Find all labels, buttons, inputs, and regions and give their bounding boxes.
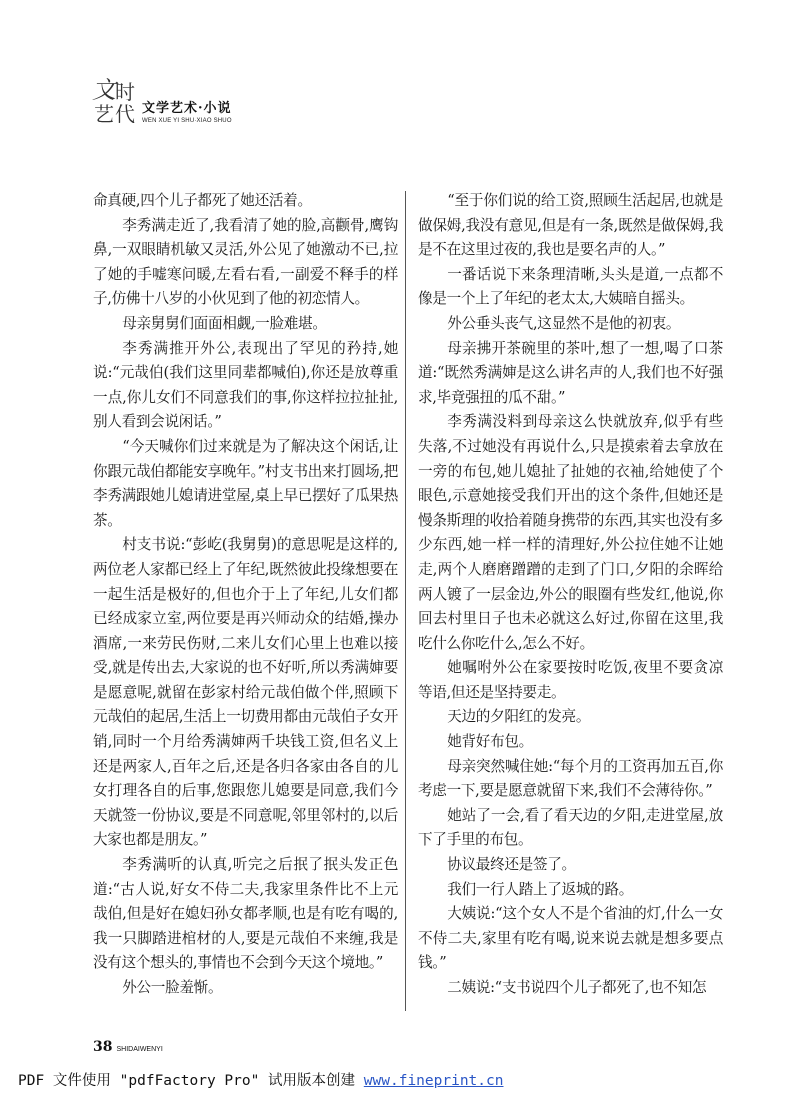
paragraph: 李秀满听的认真,听完之后抿了抿头发正色道:“古人说,好女不侍二夫,我家里条件比不上元哉伯,但是好在媳妇孙女都孝顺,也是有吃有喝的,我一只脚踏进棺材的人,要是元哉伯不来缠,我是没有这个想头的,事情也不会到今天这个境地。” <box>93 856 398 972</box>
paragraph: 母亲突然喊住她:“每个月的工资再加五百,你考虑一下,要是愿意就留下来,我们不会薄待你。” <box>418 757 723 800</box>
footer-link[interactable]: www.fineprint.cn <box>363 1073 504 1089</box>
pdf-footer <box>18 1069 503 1090</box>
paragraph: 大姨说:“这个女人不是个省油的灯,什么一女不侍二夫,家里有吃有喝,说来说去就是想多要点钱。” <box>418 905 723 972</box>
paragraph: 母亲拂开茶碗里的茶叶,想了一想,喝了口茶道:“既然秀满婶是这么讲名声的人,我们也不好强求,毕竟强扭的瓜不甜。” <box>418 339 723 406</box>
paragraph: 命真硬,四个儿子都死了她还活着。 <box>93 192 312 209</box>
paragraph: 外公一脸羞惭。 <box>122 979 223 996</box>
section-heading <box>142 101 232 125</box>
paragraph: 我们一行人踏上了返城的路。 <box>447 880 634 898</box>
magazine-logo <box>92 76 136 126</box>
article-right-column <box>418 189 723 1001</box>
paragraph: 协议最终还是签了。 <box>447 856 576 874</box>
paragraph: 一番话说下来条理清晰,头头是道,一点都不像是一个上了年纪的老太太,大姨暗自摇头。 <box>418 265 723 308</box>
page-number-block <box>93 1039 163 1055</box>
paragraph: 母亲舅舅们面面相觑,一脸难堪。 <box>122 314 327 332</box>
logo-char-wen: 文 <box>92 76 116 104</box>
section-subtitle: WEN XUE YI SHU·XIAO SHUO <box>142 118 232 124</box>
paragraph: 她嘱咐外公在家要按时吃饭,夜里不要贪凉等语,但还是坚持要走。 <box>418 659 723 701</box>
logo-char-shi: 时 <box>115 80 135 104</box>
column-divider <box>405 191 406 1011</box>
paragraph: 她站了一会,看了看天边的夕阳,走进堂屋,放下了手里的布包。 <box>418 806 723 849</box>
article-left-column <box>93 189 398 1001</box>
paragraph: “至于你们说的给工资,照顾生活起居,也就是做保姆,我没有意见,但是有一条,既然是做保姆,我是不在这里过夜的,我也是要名声的人。” <box>418 192 723 259</box>
logo-char-yi: 艺 <box>94 102 114 126</box>
paragraph: 李秀满没料到母亲这么快就放弃,似乎有些失落,不过她没有再说什么,只是摸索着去拿放在一旁的布包,她儿媳扯了扯她的衣袖,给她使了个眼色,示意她接受我们开出的这个条件,但她还是慢条斯理的收拾着随身携带的东西,其实也没有多少东西,她一样一样的清理好,外公拉住她不让她走,两个人磨磨蹭蹭的走到了门口,夕阳的余晖给两人镀了一层金边,外公的眼圈有些发红,他说,你回去村里日子也未必就这么好过,你留在这里,我吃什么你吃什么,怎么不好。 <box>418 413 723 652</box>
pdf-footer-text: PDF 文件使用 "pdfFactory Pro" 试用版本创建 <box>18 1073 364 1089</box>
paragraph: 李秀满走近了,我看清了她的脸,高颧骨,鹰钩鼻,一双眼睛机敏又灵活,外公见了她激动不已,拉了她的手嘘寒问暖,左看右看,一副爱不释手的样子,仿佛十八岁的小伙见到了他的初恋情人。 <box>93 216 398 308</box>
paragraph: 李秀满推开外公,表现出了罕见的矜持,她说:“元哉伯(我们这里同辈都喊伯),你还是放尊重一点,你儿女们不同意我们的事,你这样拉拉扯扯,别人看到会说闲话。” <box>93 339 398 431</box>
magazine-name: SHIDAIWENYI <box>116 1046 163 1053</box>
paragraph: 她背好布包。 <box>447 733 533 751</box>
paragraph: 二姨说:“支书说四个儿子都死了,也不知怎 <box>447 979 707 996</box>
page-number: 38 <box>93 1039 113 1055</box>
section-title: 文学艺术·小说 <box>142 101 232 116</box>
paragraph: 村支书说:“彭屹(我舅舅)的意思呢是这样的,两位老人家都已经上了年纪,既然彼此投缘想要在一起生活是极好的,但也介于上了年纪,儿女们都已经成家立室,两位要是再兴师动众的结婚,操办酒席,一来劳民伤财,二来儿女们心里上也难以接受,就是传出去,大家说的也不好听,所以秀满婶要是愿意呢,就留在彭家村给元哉伯做个伴,照顾下元哉伯的起居,生活上一切费用都由元哉伯子女开销,同时一个月给秀满婶两千块钱工资,但名义上还是两家人,百年之后,还是各归各家由各自的儿女打理各自的后事,您跟您儿媳要是同意,我们今天就签一份协议,要是不同意呢,邻里邻村的,以后大家也都是朋友。” <box>93 536 398 849</box>
paragraph: 天边的夕阳红的发亮。 <box>447 708 591 726</box>
paragraph: “今天喊你们过来就是为了解决这个闲话,让你跟元哉伯都能安享晚年。”村支书出来打圆场,把李秀满跟她儿媳请进堂屋,桌上早已摆好了瓜果热茶。 <box>93 437 398 529</box>
paragraph: 外公垂头丧气,这显然不是他的初衷。 <box>447 314 681 332</box>
logo-char-dai: 代 <box>115 102 135 126</box>
